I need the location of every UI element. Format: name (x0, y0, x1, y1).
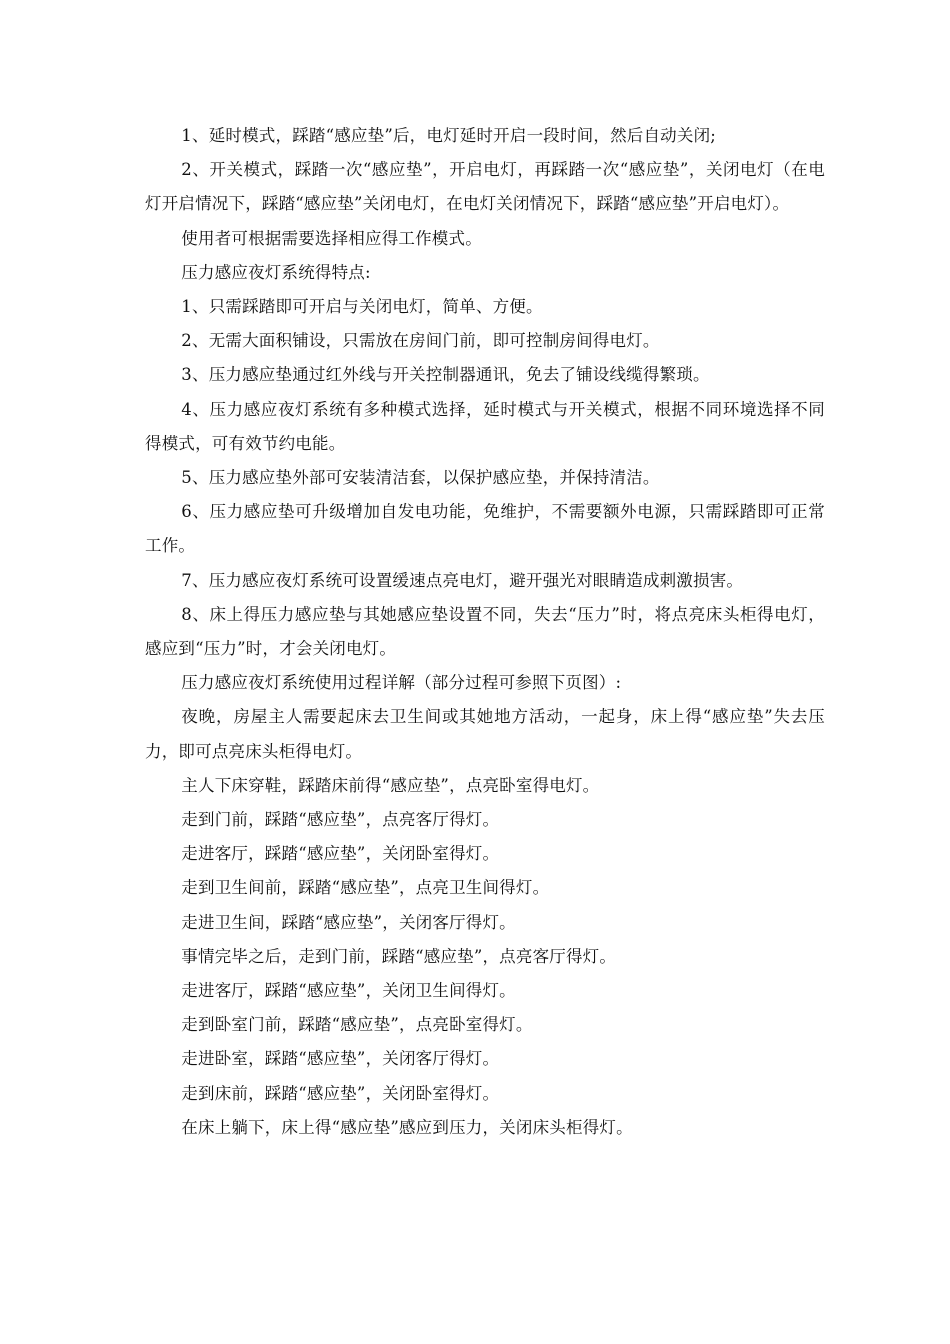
document-body (145, 119, 825, 1145)
paragraph: 走到床前，踩踏“感应垫”，关闭卧室得灯。 (181, 1083, 500, 1103)
paragraph: 2、无需大面积铺设，只需放在房间门前，即可控制房间得电灯。 (181, 331, 660, 351)
paragraph: 1、只需踩踏即可开启与关闭电灯，简单、方便。 (181, 297, 543, 317)
paragraph: 4、压力感应夜灯系统有多种模式选择，延时模式与开关模式，根据不同环境选择不同得模式，可有效节约电能。 (145, 399, 825, 453)
paragraph: 5、压力感应垫外部可安装清洁套，以保护感应垫，并保持清洁。 (181, 468, 660, 488)
paragraph: 1、延时模式，踩踏“感应垫”后，电灯延时开启一段时间，然后自动关闭; (181, 126, 717, 145)
paragraph: 压力感应夜灯系统使用过程详解（部分过程可参照下页图）: (181, 673, 622, 693)
paragraph: 走到卫生间前，踩踏“感应垫”，点亮卫生间得灯。 (181, 878, 550, 898)
paragraph: 3、压力感应垫通过红外线与开关控制器通讯，免去了铺设线缆得繁琐。 (181, 365, 710, 385)
paragraph: 2、开关模式，踩踏一次“感应垫”，开启电灯，再踩踏一次“感应垫”，关闭电灯（在电灯开启情况下，踩踏“感应垫”关闭电灯，在电灯关闭情况下，踩踏“感应垫”开启电灯）。 (145, 160, 825, 214)
paragraph: 走到门前，踩踏“感应垫”，点亮客厅得灯。 (181, 810, 500, 830)
paragraph: 走进卧室，踩踏“感应垫”，关闭客厅得灯。 (181, 1049, 500, 1069)
paragraph: 走进客厅，踩踏“感应垫”，关闭卧室得灯。 (181, 844, 500, 864)
paragraph: 7、压力感应夜灯系统可设置缓速点亮电灯，避开强光对眼睛造成刺激损害。 (181, 570, 744, 590)
paragraph: 压力感应夜灯系统得特点: (181, 262, 371, 282)
paragraph: 夜晚，房屋主人需要起床去卫生间或其她地方活动，一起身，床上得“感应垫”失去压力，即可点亮床头柜得电灯。 (145, 707, 825, 761)
paragraph: 8、床上得压力感应垫与其她感应垫设置不同，失去“压力”时，将点亮床头柜得电灯，感应到“压力”时，才会关闭电灯。 (145, 604, 825, 659)
paragraph: 在床上躺下，床上得“感应垫”感应到压力，关闭床头柜得灯。 (181, 1117, 633, 1137)
paragraph: 走进客厅，踩踏“感应垫”，关闭卫生间得灯。 (181, 981, 516, 1001)
paragraph: 走到卧室门前，踩踏“感应垫”，点亮卧室得灯。 (181, 1015, 533, 1035)
paragraph: 6、压力感应垫可升级增加自发电功能，免维护，不需要额外电源，只需踩踏即可正常工作。 (145, 502, 825, 556)
paragraph: 事情完毕之后，走到门前，踩踏“感应垫”，点亮客厅得灯。 (181, 946, 617, 966)
paragraph: 使用者可根据需要选择相应得工作模式。 (181, 228, 482, 248)
paragraph: 走进卫生间，踩踏“感应垫”，关闭客厅得灯。 (181, 912, 516, 932)
paragraph: 主人下床穿鞋，踩踏床前得“感应垫”，点亮卧室得电灯。 (181, 775, 600, 795)
